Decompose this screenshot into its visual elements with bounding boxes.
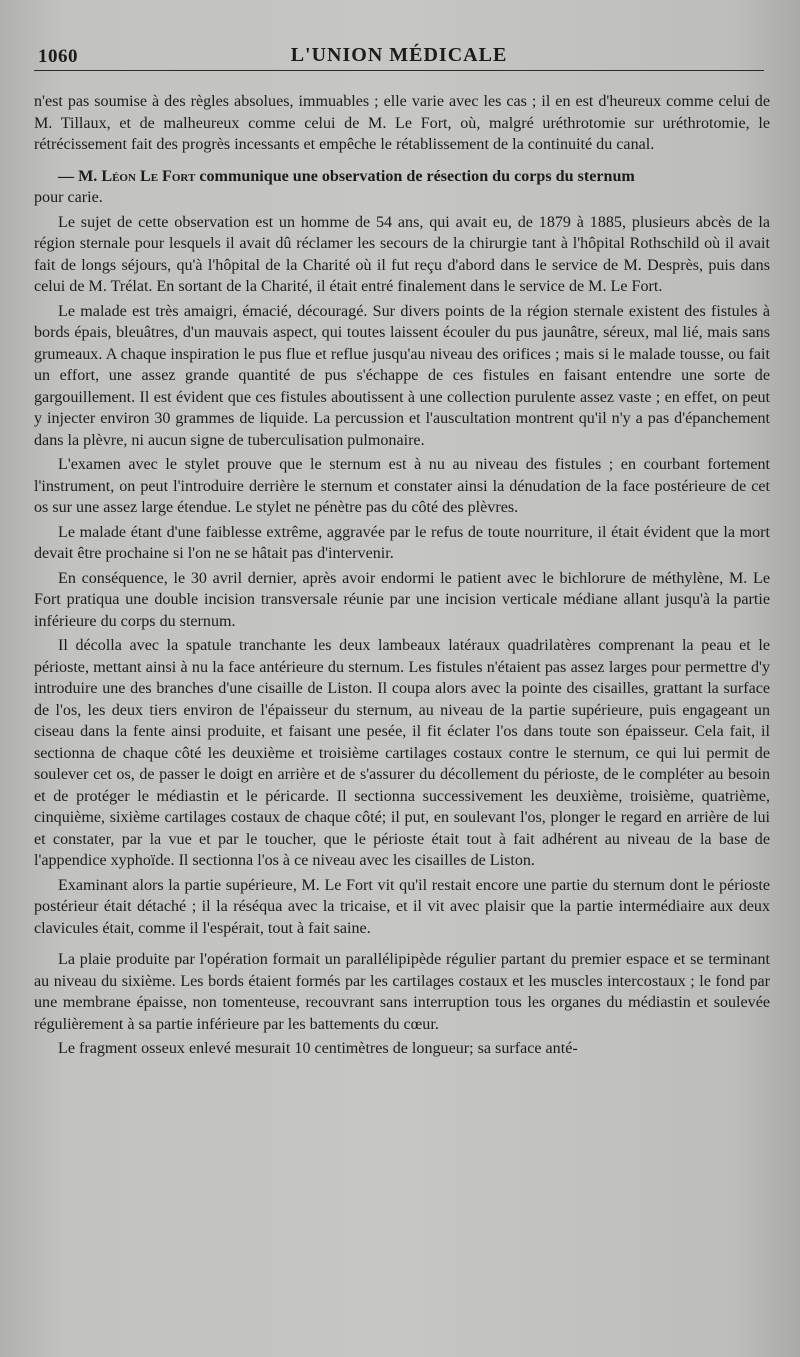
paragraph-10: La plaie produite par l'opération formait un parallélipipède régulier partant du premier espace et se terminant au niveau du sixième. Les bords étaient formés par les cartilages costaux et les muscles intercostaux ; le fond par une membrane épaisse, non tomenteuse, recouvrant sans interruption tous les organes du médiastin et soulevée régulièrement à sa partie inférieure par les battements du cœur. [34,951,770,1033]
paragraph-1: n'est pas soumise à des règles absolues, immuables ; elle varie avec les cas ; il en est d'heureux comme celui de M. Tillaux, et de malheureux comme celui de M. Le Fort, où, malgré uréthrotomie sur uréthrotomie, le rétrécissement fait des progrès incessants et empêche le rétablissement de la continuité du canal. [34,93,770,153]
paragraph-2: pour carie. [34,189,103,206]
paragraph-5: L'examen avec le stylet prouve que le sternum est à nu au niveau des fistules ; en courbant fortement l'instrument, on peut l'introduire derrière le sternum et constater ainsi la dénudation de la face postérieure de cet os sur une assez large étendue. Le stylet ne pénètre pas du côté des plèvres. [34,456,770,516]
paragraph-8: Il décolla avec la spatule tranchante les deux lambeaux latéraux quadrilatères comprenant la peau et le périoste, mettant ainsi à nu la face antérieure du sternum. Les fistules n'étaient pas assez larges pour permettre d'y introduire une des branches d'une cisaille de Liston. Il coupa alors avec la pointe des cisailles, grattant la surface de l'os, les deux tiers environ de l'épaisseur du sternum, au niveau de la partie supérieure, puis engageant un ciseau dans la fente ainsi produite, et faisant une pesée, il fit éclater l'os dans toute son épaisseur. Cela fait, il sectionna de chaque côté les deuxième et troisième cartilages costaux contre le sternum, ce qui lui permit de soulever cet os, de passer le doigt en arrière et de s'assurer du décollement du périoste, de le compléter au besoin et de protéger le médiastin et le péricarde. Il sectionna successivement les deuxième, troisième, quatrième, cinquième, sixième cartilages costaux de chaque côté; il put, en soulevant l'os, plonger le regard en arrière de lui et constater, par la vue et par le toucher, que le périoste était tout à fait adhérent au niveau de la base de l'appendice xyphoïde. Il sectionna l'os à ce niveau avec les cisailles de Liston. [34,637,770,869]
communication-text: communique une observation de résection du corps du sternum [195,167,635,185]
paragraph-11: Le fragment osseux enlevé mesurait 10 centimètres de longueur; sa surface anté- [58,1040,578,1057]
paragraph-3: Le sujet de cette observation est un homme de 54 ans, qui avait eu, de 1879 à 1885, plusieurs abcès de la région sternale pour lesquels il avait dû réclamer les secours de la chirurgie tant à l'hôpital Rothschild où il avait fait de longs séjours, qu'à l'hôpital de la Charité où il fut reçu d'abord dans le service de M. Desprès, puis dans celui de M. Trélat. En sortant de la Charité, il était entré finalement dans le service de M. Le Fort. [34,213,770,295]
paragraph-6: Le malade étant d'une faiblesse extrême, aggravée par le refus de toute nourriture, il était évident que la mort devait être prochaine si l'on ne se hâtait pas d'intervenir. [34,523,770,562]
author-name: Léon Le Fort [101,167,196,185]
page-header [34,38,764,71]
running-title: L'UNION MÉDICALE [290,44,508,66]
page-number: 1060 [38,46,78,67]
paragraph-4: Le malade est très amaigri, émacié, découragé. Sur divers points de la région sternale existent des fistules à bords épais, bleuâtres, d'un mauvais aspect, qui toutes laissent écouler du pus jaunâtre, séreux, mal lié, mais sans grumeaux. A chaque inspiration le pus flue et reflue jusqu'au niveau des orifices ; mais si le malade tousse, ou fait un effort, une assez grande quantité de pus s'échappe de ces fistules en faisant entendre une sorte de gargouillement. Il est évident que ces fistules aboutissent à une collection purulente assez vaste ; en effet, on peut y injecter environ 30 grammes de liquide. La percussion et l'auscultation montrent qu'il n'y a pas d'épanchement dans la plèvre, ni aucun signe de tuberculisation pulmonaire. [34,302,770,449]
body-text [34,91,770,1060]
paragraph-9: Examinant alors la partie supérieure, M. Le Fort vit qu'il restait encore une partie du sternum dont le périoste postérieur était détaché ; il la réséqua avec la tricaise, et il vit avec plaisir que la partie intermédiaire aux deux clavicules était, comme il l'espérait, tout à fait saine. [34,876,770,937]
communication-heading [34,166,770,188]
paragraph-7: En conséquence, le 30 avril dernier, après avoir endormi le patient avec le bichlorure de méthylène, M. Le Fort pratiqua une double incision transversale réunie par une incision verticale médiane allant jusqu'à la partie inférieure du corps du sternum. [34,569,770,630]
communication-prefix: — M. [58,167,102,185]
